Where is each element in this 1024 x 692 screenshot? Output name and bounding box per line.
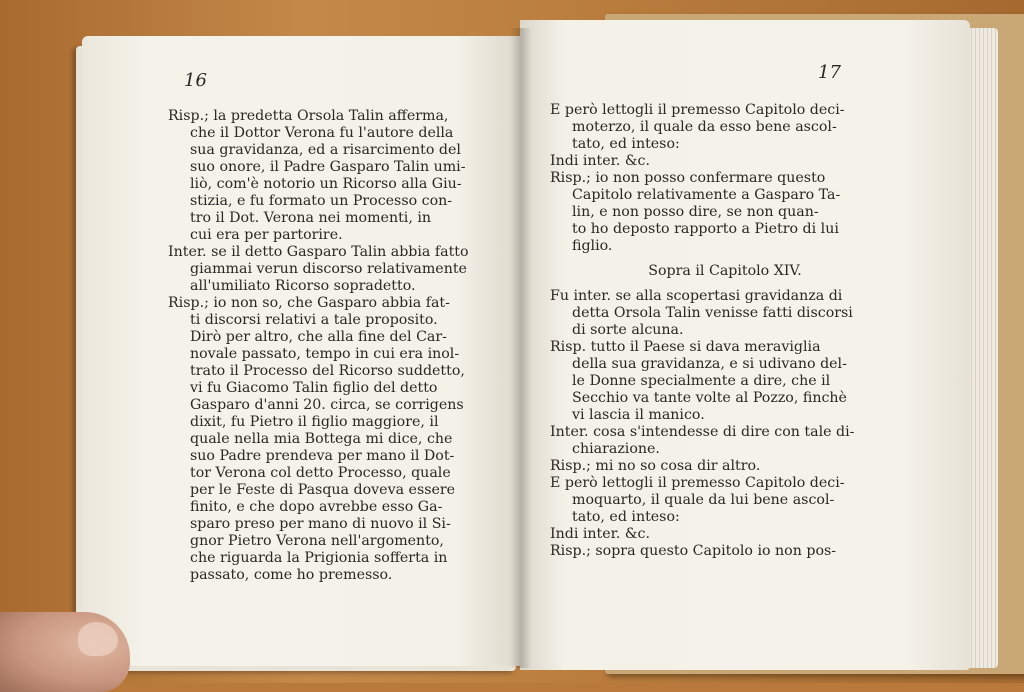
right-page-text	[550, 102, 900, 560]
text-line: Risp.; la predetta Orsola Talin afferma,	[168, 108, 449, 124]
text-line: tato, ed inteso:	[572, 509, 680, 525]
text-line: Capitolo relativamente a Gasparo Ta-	[572, 187, 841, 203]
text-line: Inter. cosa s'intendesse di dire con tale di-	[550, 424, 855, 440]
text-line: giammai verun discorso relativamente	[190, 261, 467, 277]
text-line: quale nella mia Bottega mi dice, che	[190, 431, 453, 447]
chapter-heading: Sopra il Capitolo XIV.	[648, 263, 802, 279]
text-line: Risp.; sopra questo Capitolo io non pos-	[550, 543, 837, 559]
text-line: moterzo, il quale da esso bene ascol-	[572, 119, 837, 135]
text-line: stizia, e fu formato un Processo con-	[190, 193, 453, 209]
text-line: sua gravidanza, ed a risarcimento del	[190, 142, 461, 158]
text-line: Indi inter. &c.	[550, 153, 650, 169]
text-line: figlio.	[572, 238, 613, 254]
text-line: moquarto, il quale da lui bene ascol-	[572, 492, 835, 508]
text-line: gnor Pietro Verona nell'argomento,	[190, 533, 444, 549]
text-line: che riguarda la Prigionia sofferta in	[190, 550, 448, 566]
text-line: Risp.; mi no so cosa dir altro.	[550, 458, 761, 474]
right-page-number: 17	[818, 62, 841, 83]
text-line: to ho deposto rapporto a Pietro di lui	[572, 221, 839, 237]
text-line: Risp.; io non posso confermare questo	[550, 170, 826, 186]
text-line: vi lascia il manico.	[572, 407, 705, 423]
text-line: che il Dottor Verona fu l'autore della	[190, 125, 454, 141]
text-line: di sorte alcuna.	[572, 322, 684, 338]
text-line: liò, com'è notorio un Ricorso alla Giu-	[190, 176, 462, 192]
text-line: Gasparo d'anni 20. circa, se corrigens	[190, 397, 464, 413]
text-line: sparo preso per mano di nuovo il Si-	[190, 516, 451, 532]
text-line: all'umiliato Ricorso sopradetto.	[190, 278, 416, 294]
left-page-number: 16	[184, 70, 207, 91]
text-line: chiarazione.	[572, 441, 660, 457]
text-line: dixit, fu Pietro il figlio maggiore, il	[190, 414, 439, 430]
right-page-text-bottom	[550, 288, 900, 560]
text-line: Secchio va tante volte al Pozzo, finchè	[572, 390, 847, 406]
left-page	[82, 36, 522, 666]
text-line: ti discorsi relativi a tale proposito.	[190, 312, 438, 328]
text-line: passato, come ho premesso.	[190, 567, 393, 583]
text-line: Risp. tutto il Paese si dava meraviglia	[550, 339, 821, 355]
text-line: Inter. se il detto Gasparo Talin abbia fatto	[168, 244, 469, 260]
text-line: suo Padre prendeva per mano il Dot-	[190, 448, 455, 464]
text-line: Risp.; io non so, che Gasparo abbia fat-	[168, 295, 450, 311]
right-page	[520, 20, 970, 670]
right-page-text-top	[550, 102, 900, 255]
thumbnail-nail	[78, 622, 118, 656]
open-book	[70, 8, 1010, 678]
text-line: della sua gravidanza, e si udivano del-	[572, 356, 847, 372]
text-line: tro il Dot. Verona nei momenti, in	[190, 210, 432, 226]
text-line: E però lettogli il premesso Capitolo deci-	[550, 102, 845, 118]
text-line: lin, e non posso dire, se non quan-	[572, 204, 819, 220]
book-gutter	[510, 28, 532, 668]
text-line: novale passato, tempo in cui era inol-	[190, 346, 460, 362]
text-line: tato, ed inteso:	[572, 136, 680, 152]
text-line: E però lettogli il premesso Capitolo deci-	[550, 475, 845, 491]
text-line: trato il Processo del Ricorso suddetto,	[190, 363, 465, 379]
text-line: suo onore, il Padre Gasparo Talin umi-	[190, 159, 466, 175]
text-line: le Donne specialmente a dire, che il	[572, 373, 831, 389]
text-line: detta Orsola Talin venisse fatti discorsi	[572, 305, 853, 321]
text-line: cui era per partorire.	[190, 227, 343, 243]
text-line: tor Verona col detto Processo, quale	[190, 465, 451, 481]
text-line: vi fu Giacomo Talin figlio del detto	[190, 380, 438, 396]
text-line: Indi inter. &c.	[550, 526, 650, 542]
text-line: per le Feste di Pasqua doveva essere	[190, 482, 456, 498]
text-line: Fu inter. se alla scopertasi gravidanza di	[550, 288, 843, 304]
left-page-text	[168, 108, 498, 584]
text-line: finito, e che dopo avrebbe esso Ga-	[190, 499, 443, 515]
text-line: Dirò per altro, che alla fine del Car-	[190, 329, 447, 345]
